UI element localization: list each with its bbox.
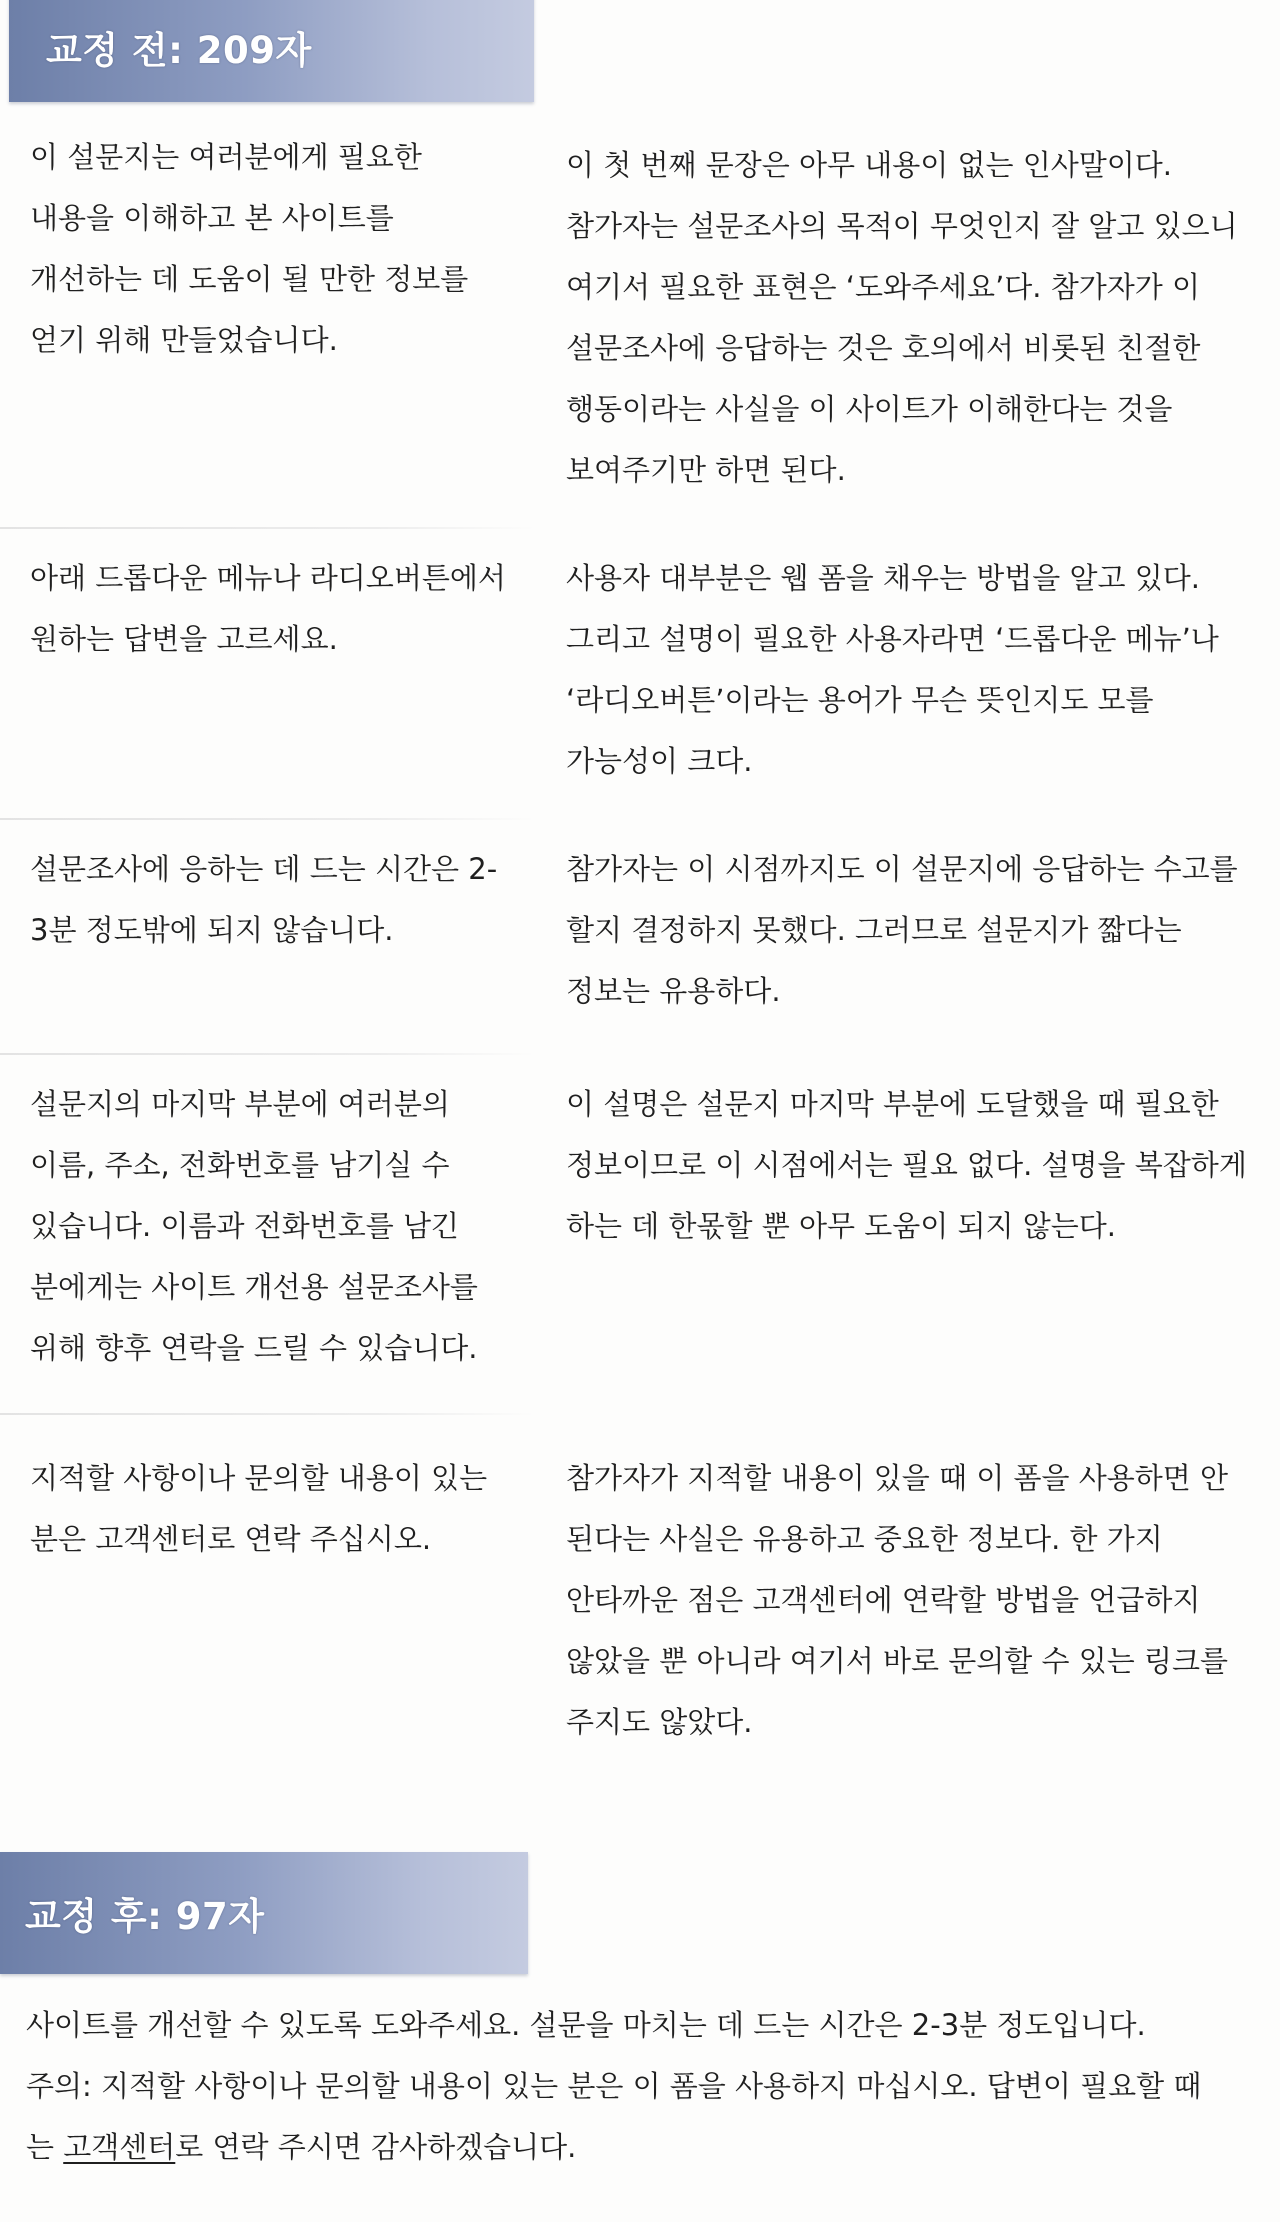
after-heading-banner: [0, 1852, 528, 1974]
original-text-row-3: 설문조사에 응하는 데 드는 시간은 2-3분 정도밖에 되지 않습니다.: [30, 852, 498, 947]
row-divider: [0, 818, 535, 820]
revised-line-3: [26, 2117, 1266, 2178]
comment-text-row-3: 참가자는 이 시점까지도 이 설문지에 응답하는 수고를 할지 결정하지 못했다. 그러므로 설문지가 짧다는 정보는 유용하다.: [566, 852, 1238, 1008]
comment-text-row-1: 이 첫 번째 문장은 아무 내용이 없는 인사말이다. 참가자는 설문조사의 목적이 무엇인지 잘 알고 있으니 여기서 필요한 표현은 ‘도와주세요’다. 참가자가 이 설문조사에 응답하는 것은 호의에서 비롯된 친절한 행동이라는 사실을 이 사이트가 이해한다는 것을 보여주기만 하면 된다.: [566, 148, 1238, 487]
original-text-row-2: 아래 드롭다운 메뉴나 라디오버튼에서 원하는 답변을 고르세요.: [30, 561, 506, 656]
after-heading: 교정 후: 97자: [25, 1895, 265, 1938]
comment-text-row-4: 이 설명은 설문지 마지막 부분에 도달했을 때 필요한 정보이므로 이 시점에서는 필요 없다. 설명을 복잡하게 하는 데 한몫할 뿐 아무 도움이 되지 않는다.: [566, 1087, 1247, 1243]
comment-text-row-2: 사용자 대부분은 웹 폼을 채우는 방법을 알고 있다. 그리고 설명이 필요한 사용자라면 ‘드롭다운 메뉴’나 ‘라디오버튼’이라는 용어가 무슨 뜻인지도 모를 가능성이 크다.: [566, 561, 1219, 778]
comment-text-row-5: 참가자가 지적할 내용이 있을 때 이 폼을 사용하면 안 된다는 사실은 유용하고 중요한 정보다. 한 가지 안타까운 점은 고객센터에 연락할 방법을 언급하지 않았을 뿐 아니라 여기서 바로 문의할 수 있는 링크를 주지도 않았다.: [566, 1461, 1229, 1739]
row-divider: [0, 1413, 535, 1415]
revised-line-3-prefix: 는: [26, 2130, 64, 2164]
before-heading-banner: [9, 0, 534, 102]
original-text-row-1: 이 설문지는 여러분에게 필요한 내용을 이해하고 본 사이트를 개선하는 데 도움이 될 만한 정보를 얻기 위해 만들었습니다.: [30, 140, 469, 357]
original-text-row-4: 설문지의 마지막 부분에 여러분의 이름, 주소, 전화번호를 남기실 수 있습니다. 이름과 전화번호를 남긴 분에게는 사이트 개선용 설문조사를 위해 향후 연락을 드릴 수 있습니다.: [30, 1087, 478, 1365]
row-divider: [0, 1053, 535, 1055]
revised-text: [26, 1995, 1266, 2178]
customer-center-link[interactable]: 고객센터: [63, 2130, 176, 2164]
revised-line-1: 사이트를 개선할 수 있도록 도와주세요. 설문을 마치는 데 드는 시간은 2-3분 정도입니다.: [26, 2008, 1146, 2042]
revised-line-2: 주의: 지적할 사항이나 문의할 내용이 있는 분은 이 폼을 사용하지 마십시오. 답변이 필요할 때: [26, 2069, 1202, 2103]
revised-line-3-suffix: 로 연락 주시면 감사하겠습니다.: [175, 2130, 577, 2164]
before-heading: 교정 전: 209자: [46, 29, 312, 72]
row-divider: [0, 527, 535, 529]
original-text-row-5: 지적할 사항이나 문의할 내용이 있는 분은 고객센터로 연락 주십시오.: [30, 1461, 488, 1556]
